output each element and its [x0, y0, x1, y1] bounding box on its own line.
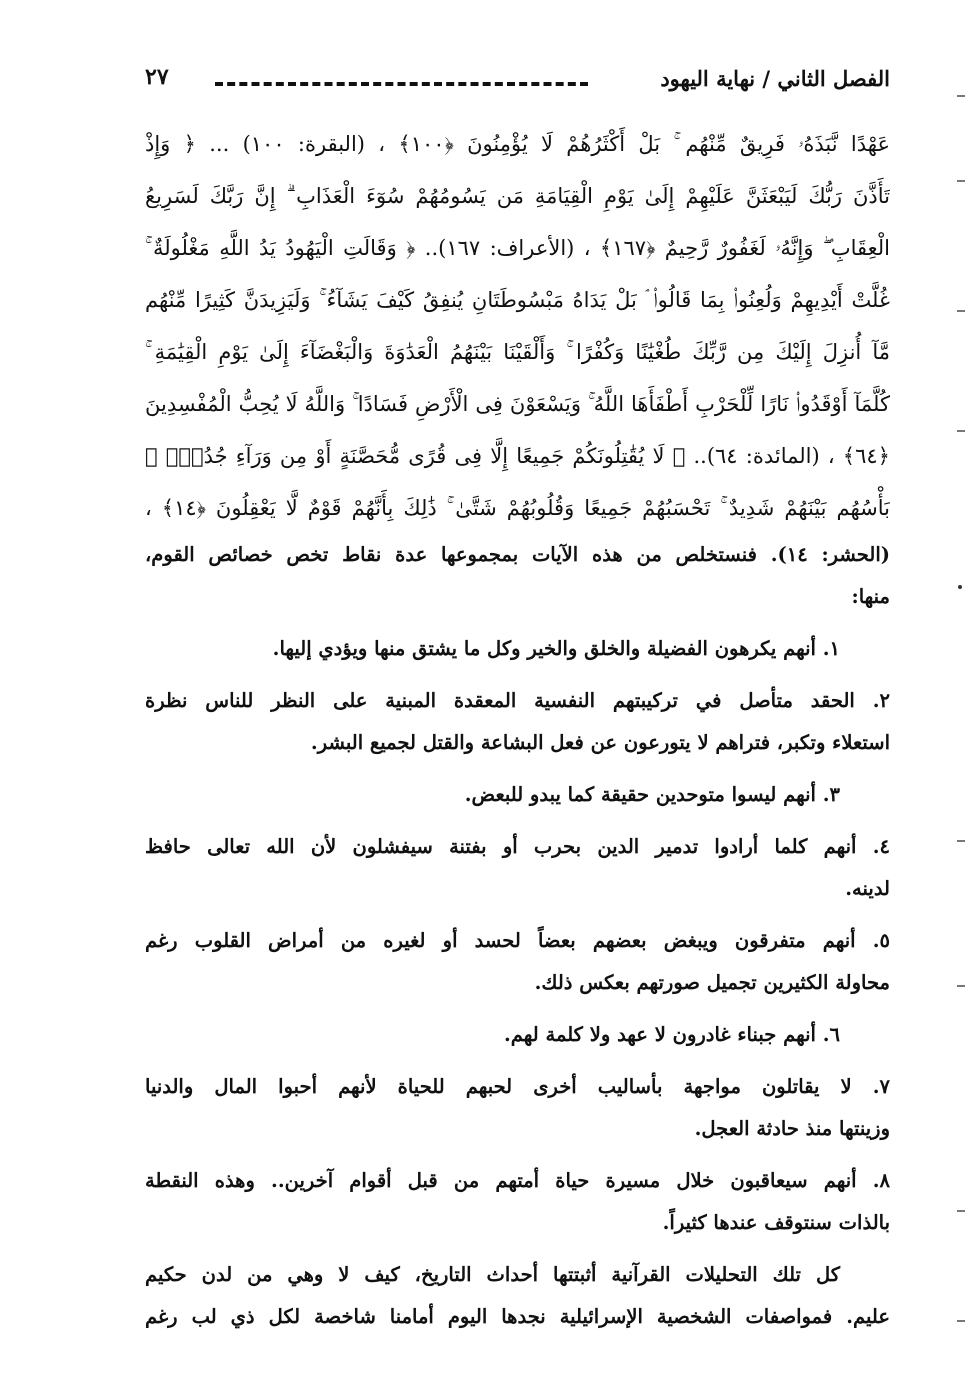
list-item-continuation: محاولة الكثيرين تجميل صورتهم بعكس ذلك. [534, 971, 890, 994]
list-item: ٢. الحقد متأصل في تركيبتهم النفسية المعقدة المبنية على النظر للناس نظرة [145, 689, 890, 712]
list-item-continuation: وزينتها منذ حادثة العجل. [694, 1117, 890, 1140]
scan-edge-mark [957, 95, 965, 97]
verse-line: بَأْسُهُم بَيْنَهُمْ شَدِيدٌ ۚ تَحْسَبُهُمْ جَمِيعًا وَقُلُوبُهُمْ شَتَّىٰ ۚ ذَٰلِكَ بِأَنَّهُمْ قَوْمٌ لَّا يَعْقِلُونَ ﴿١٤﴾ ، [145, 496, 890, 520]
list-item: ٧. لا يقاتلون مواجهة بأساليب أخرى لحبهم للحياة لأنهم أحبوا المال والدنيا [145, 1075, 890, 1098]
list-item: ١. أنهم يكرهون الفضيلة والخلق والخير وكل ما يشتق منها ويؤدي إليها. [272, 637, 840, 660]
verse-line: الْعِقَابِ ۖ وَإِنَّهُۥ لَغَفُورٌ رَّحِيمٌ ﴿١٦٧﴾ ، (الأعراف: ١٦٧).. ﴿ وَقَالَتِ الْيَهُودُ يَدُ اللَّهِ مَغْلُولَةٌ ۚ [145, 236, 890, 260]
intro-line: منها: [851, 585, 890, 608]
list-item-continuation: استعلاء وتكبر، فتراهم لا يتورعون عن فعل البشاعة والقتل لجميع البشر. [310, 731, 890, 754]
list-item: ٦. أنهم جبناء غادرون لا عهد ولا كلمة لهم. [504, 1023, 840, 1046]
verse-line: مَّآ أُنزِلَ إِلَيْكَ مِن رَّبِّكَ طُغْيَٰنًا وَكُفْرًا ۚ وَأَلْقَيْنَا بَيْنَهُمُ الْعَدَٰوَةَ وَالْبَغْضَآءَ إِلَىٰ يَوْمِ الْقِيَٰمَةِ ۚ [145, 340, 890, 364]
scan-edge-mark [957, 310, 965, 312]
verse-line: غُلَّتْ أَيْدِيهِمْ وَلُعِنُوا۟ بِمَا قَالُوا۟ ۘ بَلْ يَدَاهُ مَبْسُوطَتَانِ يُنفِقُ كَيْفَ يَشَآءُ ۚ وَلَيَزِيدَنَّ كَثِيرًا مِّنْهُم [145, 288, 890, 312]
page-body [145, 118, 890, 1338]
quran-verses-block [145, 118, 890, 534]
closing-line: كل تلك التحليلات القرآنية أثبتتها أحداث التاريخ، كيف لا وهي من لدن حكيم [145, 1263, 840, 1286]
list-item: ٣. أنهم ليسوا متوحدين حقيقة كما يبدو للبعض. [464, 783, 840, 806]
verse-line: ﴿٦٤﴾ ، (المائدة: ٦٤).. ﴿ لَا يُقَٰتِلُونَكُمْ جَمِيعًا إِلَّا فِى قُرًى مُّحَصَّنَةٍ أَوْ مِن وَرَآءِ جُدُرٍۭ ۚ [145, 444, 890, 468]
intro-paragraph [145, 534, 890, 618]
scan-edge-mark [957, 180, 965, 182]
page-number: ٢٧ [145, 64, 169, 90]
list-item: ٤. أنهم كلما أرادوا تدمير الدين بحرب أو بفتنة سيفشلون لأن الله تعالى حافظ [145, 835, 890, 858]
list-item: ٨. أنهم سيعاقبون خلال مسيرة حياة أمتهم من قبل أقوام آخرين.. وهذه النقطة [145, 1169, 890, 1192]
header-leader-dots [215, 82, 588, 86]
running-header [145, 62, 890, 102]
scan-edge-dot [958, 585, 962, 589]
closing-paragraph [145, 1254, 890, 1338]
list-item-continuation: لدينه. [845, 877, 890, 900]
list-item-continuation: بالذات سنتوقف عندها كثيراً. [662, 1211, 890, 1234]
points-list [145, 628, 890, 1254]
verse-line: كُلَّمَآ أَوْقَدُوا۟ نَارًا لِّلْحَرْبِ أَطْفَأَهَا اللَّهُ ۚ وَيَسْعَوْنَ فِى الْأَرْضِ فَسَادًا ۚ وَاللَّهُ لَا يُحِبُّ الْمُفْسِدِينَ [145, 392, 890, 416]
verse-line: عَهْدًا نَّبَذَهُۥ فَرِيقٌ مِّنْهُم ۚ بَلْ أَكْثَرُهُمْ لَا يُؤْمِنُونَ ﴿١٠٠﴾ ، (البقرة: ١٠٠) ... ﴿ وَإِذْ [145, 132, 890, 156]
scan-edge-mark [957, 430, 965, 432]
scan-edge-mark [957, 985, 965, 987]
verse-line: تَأَذَّنَ رَبُّكَ لَيَبْعَثَنَّ عَلَيْهِمْ إِلَىٰ يَوْمِ الْقِيَامَةِ مَن يَسُومُهُمْ سُوٓءَ الْعَذَابِ ۗ إِنَّ رَبَّكَ لَسَرِيعُ [145, 184, 890, 208]
scan-edge-mark [957, 1320, 965, 1322]
scan-edge-mark [957, 1210, 965, 1212]
list-item: ٥. أنهم متفرقون ويبغض بعضهم بعضاً لحسد أو لغيره من أمراض القلوب رغم [145, 929, 890, 952]
intro-line: (الحشر: ١٤). فنستخلص من هذه الآيات بمجموعها عدة نقاط تخص خصائص القوم، [145, 543, 890, 566]
closing-line: عليم. فمواصفات الشخصية الإسرائيلية نجدها اليوم أمامنا شاخصة لكل ذي لب رغم [145, 1305, 890, 1328]
scan-edge-mark [957, 840, 965, 842]
chapter-title: الفصل الثاني / نهاية اليهود [660, 66, 890, 91]
